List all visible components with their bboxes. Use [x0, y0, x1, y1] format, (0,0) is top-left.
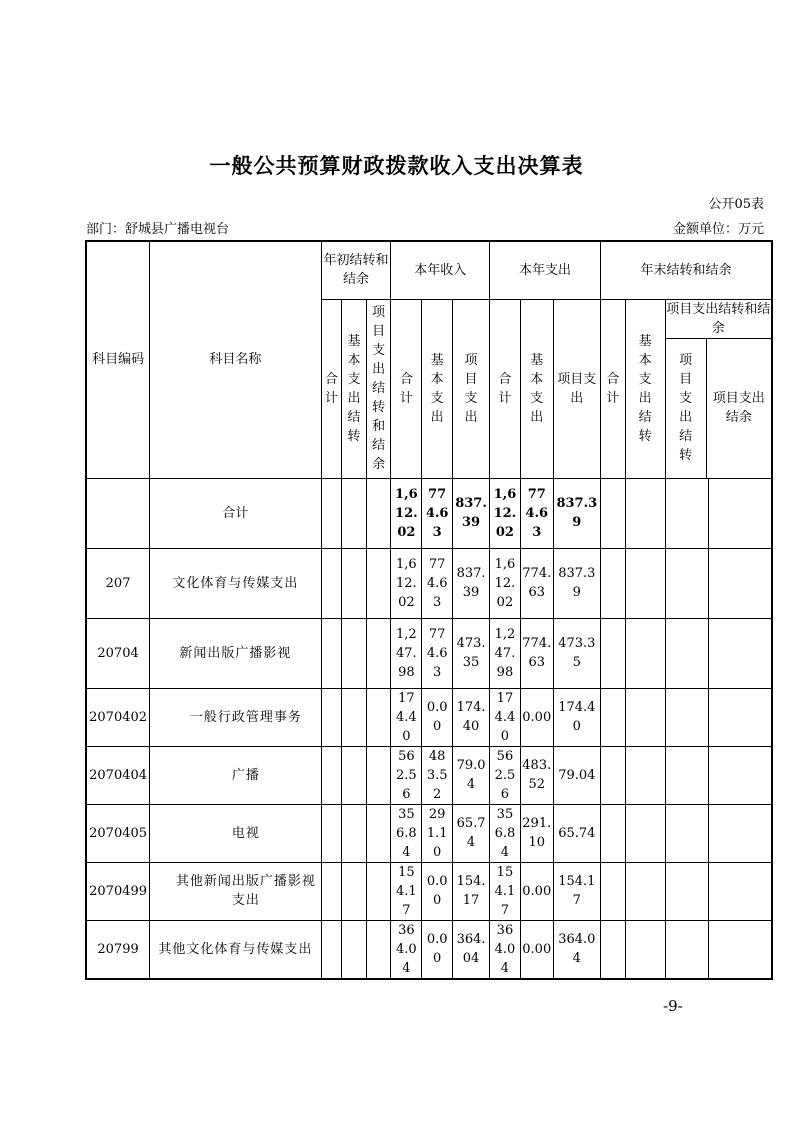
- cell-income-total: 356.84: [391, 804, 422, 862]
- cell-empty: [366, 862, 391, 920]
- cell-empty: [600, 862, 625, 920]
- table-row: [86, 688, 772, 746]
- cell-income-total: 562.56: [391, 746, 422, 804]
- cell-income-basic: 291.10: [422, 804, 453, 862]
- row-name: 其他新闻出版广播影视支出: [150, 862, 321, 920]
- header-name: 科目名称: [150, 241, 321, 478]
- page-number: -9-: [663, 997, 683, 1015]
- cell-empty: [708, 548, 772, 618]
- page-title: 一般公共预算财政拨款收入支出决算表: [209, 154, 584, 178]
- cell-income-basic: 774.63: [422, 478, 453, 548]
- cell-empty: [366, 618, 391, 688]
- cell-empty: [625, 862, 665, 920]
- cell-empty: [600, 478, 625, 548]
- header-opening-total: 合计: [321, 299, 342, 478]
- row-name: 电视: [150, 804, 321, 862]
- row-name: 广播: [150, 746, 321, 804]
- cell-income-project: 837.39: [453, 548, 490, 618]
- cell-expense-project: 65.74: [553, 804, 600, 862]
- cell-empty: [321, 920, 342, 979]
- cell-empty: [665, 920, 708, 979]
- table-row: [86, 920, 772, 979]
- cell-empty: [342, 920, 367, 979]
- cell-empty: [625, 804, 665, 862]
- header-expense-project: 项目支出: [553, 299, 600, 478]
- cell-empty: [600, 688, 625, 746]
- cell-expense-project: 79.04: [553, 746, 600, 804]
- header-closing-project-balance: 项目支出结余: [712, 391, 765, 425]
- table-row: [86, 746, 772, 804]
- cell-empty: [342, 478, 367, 548]
- row-code: 207: [86, 548, 150, 618]
- cell-empty: [366, 804, 391, 862]
- cell-income-total: 1,612.02: [391, 478, 422, 548]
- cell-expense-total: 154.17: [490, 862, 521, 920]
- cell-income-basic: 0.00: [422, 862, 453, 920]
- cell-income-total: 364.04: [391, 920, 422, 979]
- cell-empty: [321, 478, 342, 548]
- row-name: 一般行政管理事务: [150, 688, 321, 746]
- header-current-income: 本年收入: [391, 241, 490, 299]
- header-opening-basic: 基本支出结转: [342, 299, 367, 478]
- cell-expense-basic: 774.63: [520, 548, 553, 618]
- row-name: 新闻出版广播影视: [150, 618, 321, 688]
- cell-expense-basic: 0.00: [520, 688, 553, 746]
- cell-empty: [665, 478, 708, 548]
- cell-empty: [708, 920, 772, 979]
- cell-expense-total: 1,612.02: [490, 548, 521, 618]
- cell-expense-basic: 483.52: [520, 746, 553, 804]
- cell-empty: [625, 746, 665, 804]
- header-code: 科目编码: [86, 241, 150, 478]
- cell-income-basic: 0.00: [422, 920, 453, 979]
- cell-empty: [665, 618, 708, 688]
- cell-income-project: 473.35: [453, 618, 490, 688]
- form-code: 公开05表: [708, 197, 764, 212]
- cell-income-project: 79.04: [453, 746, 490, 804]
- cell-empty: [665, 688, 708, 746]
- row-name: 其他文化体育与传媒支出: [150, 920, 321, 979]
- row-name: 合计: [150, 478, 321, 548]
- cell-expense-basic: 774.63: [520, 618, 553, 688]
- cell-empty: [665, 548, 708, 618]
- cell-empty: [708, 478, 772, 548]
- row-code: 20704: [86, 618, 150, 688]
- cell-empty: [708, 618, 772, 688]
- cell-expense-project: 174.40: [553, 688, 600, 746]
- cell-empty: [600, 920, 625, 979]
- cell-empty: [366, 688, 391, 746]
- cell-expense-project: 154.17: [553, 862, 600, 920]
- cell-empty: [625, 478, 665, 548]
- cell-empty: [708, 862, 772, 920]
- row-code: 2070405: [86, 804, 150, 862]
- cell-expense-basic: 0.00: [520, 920, 553, 979]
- table-row: [86, 862, 772, 920]
- header-opening-project: 项目支出结转和结余: [366, 299, 391, 478]
- cell-income-total: 154.17: [391, 862, 422, 920]
- cell-income-basic: 774.63: [422, 548, 453, 618]
- cell-empty: [366, 746, 391, 804]
- cell-expense-project: 837.39: [553, 478, 600, 548]
- cell-income-basic: 483.52: [422, 746, 453, 804]
- cell-expense-total: 562.56: [490, 746, 521, 804]
- header-income-project: 项目支出: [453, 299, 490, 478]
- cell-empty: [625, 920, 665, 979]
- cell-expense-total: 356.84: [490, 804, 521, 862]
- cell-empty: [342, 746, 367, 804]
- header-closing-total: 合计: [600, 299, 625, 478]
- cell-income-total: 174.40: [391, 688, 422, 746]
- cell-empty: [366, 478, 391, 548]
- cell-empty: [665, 804, 708, 862]
- cell-empty: [708, 804, 772, 862]
- row-code: 2070404: [86, 746, 150, 804]
- row-code: [86, 478, 150, 548]
- cell-empty: [321, 804, 342, 862]
- cell-expense-project: 837.39: [553, 548, 600, 618]
- row-code: 20799: [86, 920, 150, 979]
- header-income-basic: 基本支出: [422, 299, 453, 478]
- cell-expense-total: 364.04: [490, 920, 521, 979]
- cell-empty: [321, 688, 342, 746]
- cell-expense-project: 364.04: [553, 920, 600, 979]
- cell-empty: [600, 746, 625, 804]
- cell-empty: [625, 618, 665, 688]
- cell-income-total: 1,247.98: [391, 618, 422, 688]
- cell-empty: [342, 688, 367, 746]
- header-expense-basic: 基本支出: [520, 299, 553, 478]
- table-row: [86, 618, 772, 688]
- cell-income-basic: 774.63: [422, 618, 453, 688]
- cell-expense-project: 473.35: [553, 618, 600, 688]
- cell-empty: [342, 548, 367, 618]
- cell-income-project: 174.40: [453, 688, 490, 746]
- cell-empty: [708, 746, 772, 804]
- cell-expense-basic: 774.63: [520, 478, 553, 548]
- cell-expense-total: 1,612.02: [490, 478, 521, 548]
- cell-income-project: 65.74: [453, 804, 490, 862]
- header-closing-project-carryover: 项目支出结转: [666, 339, 707, 478]
- header-current-expense: 本年支出: [490, 241, 601, 299]
- header-income-total: 合计: [391, 299, 422, 478]
- cell-empty: [366, 920, 391, 979]
- header-closing-project-group: [665, 299, 772, 478]
- cell-income-project: 364.04: [453, 920, 490, 979]
- header-closing-balance: 年末结转和结余: [600, 241, 772, 299]
- cell-empty: [665, 746, 708, 804]
- cell-income-total: 1,612.02: [391, 548, 422, 618]
- cell-empty: [600, 804, 625, 862]
- row-name: 文化体育与传媒支出: [150, 548, 321, 618]
- header-opening-balance: 年初结转和结余: [321, 241, 391, 299]
- cell-empty: [321, 746, 342, 804]
- cell-empty: [600, 548, 625, 618]
- unit-label: 金额单位：万元: [672, 222, 764, 237]
- table-row: [86, 548, 772, 618]
- cell-empty: [708, 688, 772, 746]
- cell-expense-basic: 291.10: [520, 804, 553, 862]
- table-row: [86, 478, 772, 548]
- row-code: 2070499: [86, 862, 150, 920]
- department-label: 部门：舒城县广播电视台: [86, 222, 230, 237]
- table-row: [86, 804, 772, 862]
- cell-empty: [321, 862, 342, 920]
- cell-income-basic: 0.00: [422, 688, 453, 746]
- cell-empty: [342, 804, 367, 862]
- header-closing-project: 项目支出结转和结余: [666, 300, 771, 339]
- cell-empty: [625, 548, 665, 618]
- cell-empty: [366, 548, 391, 618]
- cell-expense-basic: 0.00: [520, 862, 553, 920]
- cell-empty: [321, 618, 342, 688]
- cell-empty: [342, 618, 367, 688]
- cell-empty: [625, 688, 665, 746]
- cell-empty: [665, 862, 708, 920]
- cell-income-project: 837.39: [453, 478, 490, 548]
- cell-expense-total: 174.40: [490, 688, 521, 746]
- cell-empty: [600, 618, 625, 688]
- header-expense-total: 合计: [490, 299, 521, 478]
- row-code: 2070402: [86, 688, 150, 746]
- cell-expense-total: 1,247.98: [490, 618, 521, 688]
- header-closing-basic: 基本支出结转: [625, 299, 665, 478]
- budget-table: [85, 240, 773, 980]
- cell-income-project: 154.17: [453, 862, 490, 920]
- cell-empty: [342, 862, 367, 920]
- cell-empty: [321, 548, 342, 618]
